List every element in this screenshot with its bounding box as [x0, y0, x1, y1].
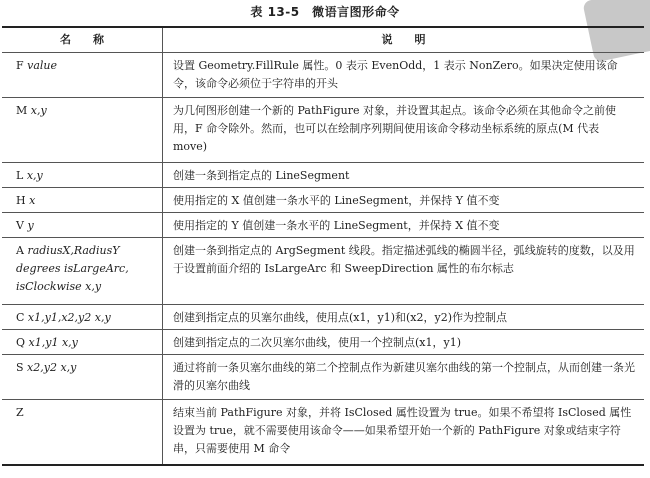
- command-description: 使用指定的 X 值创建一条水平的 LineSegment，并保持 Y 值不变: [163, 188, 645, 213]
- command-table: [2, 26, 644, 466]
- table-row: [2, 188, 644, 213]
- command-description: 使用指定的 Y 值创建一条水平的 LineSegment，并保持 X 值不变: [163, 213, 645, 238]
- table-row: [2, 53, 644, 98]
- command-description: 结束当前 PathFigure 对象，并将 IsClosed 属性设置为 true。如果不希望将 IsClosed 属性设置为 true，就不需要使用该命令——如果希望开始一个新的 PathFigure 对象或结束字符串，只需要使用 M 命令: [163, 400, 645, 466]
- command-name: Z: [16, 406, 24, 419]
- command-description: 设置 Geometry.FillRule 属性。0 表示 EvenOdd，1 表示 NonZero。如果决定使用该命令，该命令必须位于字符串的开头: [163, 53, 645, 98]
- command-name: H x: [16, 194, 36, 207]
- table-row: [2, 163, 644, 188]
- command-description: 为几何图形创建一个新的 PathFigure 对象，并设置其起点。该命令必须在其他命令之前使用，F 命令除外。然而，也可以在绘制序列期间使用该命令移动坐标系统的原点(M 代表 move): [163, 98, 645, 163]
- command-name: V y: [16, 219, 34, 232]
- command-name: M x,y: [16, 104, 47, 117]
- command-description: 通过将前一条贝塞尔曲线的第二个控制点作为新建贝塞尔曲线的第一个控制点，从而创建一条光滑的贝塞尔曲线: [163, 355, 645, 400]
- table-header-row: [2, 27, 644, 53]
- table-row: [2, 98, 644, 163]
- command-name: A radiusX,RadiusY degrees isLargeArc, isClockwise x,y: [16, 244, 129, 293]
- command-description: 创建一条到指定点的 LineSegment: [163, 163, 645, 188]
- command-description: 创建一条到指定点的 ArgSegment 线段。指定描述弧线的椭圆半径，弧线旋转的度数，以及用于设置前面介绍的 IsLargeArc 和 SweepDirection 属性的布尔标志: [163, 238, 645, 305]
- header-description: 说 明: [163, 27, 645, 53]
- table-row: [2, 305, 644, 330]
- table-caption: 表 13-5 微语言图形命令: [250, 5, 400, 19]
- command-name: C x1,y1,x2,y2 x,y: [16, 311, 111, 324]
- header-name: 名 称: [2, 27, 163, 53]
- command-description: 创建到指定点的贝塞尔曲线，使用点(x1，y1)和(x2，y2)作为控制点: [163, 305, 645, 330]
- table-row: [2, 400, 644, 466]
- table-row: [2, 355, 644, 400]
- table-row: [2, 330, 644, 355]
- command-name: Q x1,y1 x,y: [16, 336, 78, 349]
- command-name: S x2,y2 x,y: [16, 361, 77, 374]
- command-description: 创建到指定点的二次贝塞尔曲线，使用一个控制点(x1，y1): [163, 330, 645, 355]
- table-row: [2, 213, 644, 238]
- table-row: [2, 238, 644, 305]
- command-name: F value: [16, 59, 58, 72]
- command-name: L x,y: [16, 169, 43, 182]
